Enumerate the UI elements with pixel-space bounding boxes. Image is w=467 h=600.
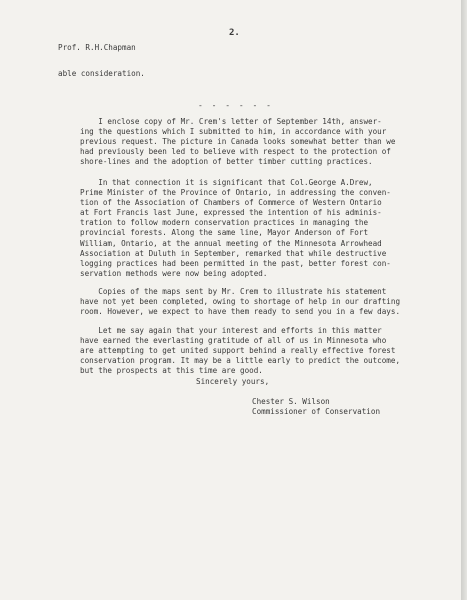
paragraph-line: room. However, we expect to have them ready to send you in a few days. <box>80 307 401 317</box>
paragraph-line: I enclose copy of Mr. Crem's letter of September 14th, answer- <box>80 117 382 126</box>
paragraph-line: have earned the everlasting gratitude of all of us in Minnesota who <box>80 336 387 346</box>
paragraph-1 <box>80 117 395 167</box>
page-number: 2. <box>229 28 240 38</box>
paragraph-line: Association at Duluth in September, remarked that while destructive <box>80 248 387 258</box>
paragraph-line: provincial forests. Along the same line, Mayor Anderson of Fort <box>80 228 369 238</box>
signature-title: Commissioner of Conservation <box>252 407 381 416</box>
paragraph-line: tration to follow modern conservation practices in managing the <box>80 218 369 228</box>
paragraph-line: at Fort Francis last June, expressed the intention of his adminis- <box>80 208 382 218</box>
opening-line: able consideration. <box>58 69 145 78</box>
paragraph-line: William, Ontario, at the annual meeting of the Minnesota Arrowhead <box>80 238 382 248</box>
paragraph-line: In that connection it is significant that Col.George A.Drew, <box>80 178 373 187</box>
paragraph-line: ing the questions which I submitted to him, in accordance with your <box>80 127 387 137</box>
closing-line: Sincerely yours, <box>196 377 270 386</box>
paragraph-line: Prime Minister of the Province of Ontario, in addressing the conven- <box>80 188 391 198</box>
paragraph-line: previous request. The picture in Canada looks somewhat better than we <box>80 137 396 147</box>
paragraph-4 <box>80 326 400 376</box>
paragraph-3 <box>80 287 400 317</box>
section-divider: - - - - - - <box>198 101 273 110</box>
paragraph-line: are attempting to get united support behind a really effective forest <box>80 346 396 356</box>
addressee-line: Prof. R.H.Chapman <box>58 43 136 52</box>
paragraph-line: conservation program. It may be a little early to predict the outcome, <box>80 356 401 366</box>
paragraph-line: have not yet been completed, owing to shortage of help in our drafting <box>80 297 401 307</box>
paragraph-line: Copies of the maps sent by Mr. Crem to illustrate his statement <box>80 287 387 296</box>
paragraph-line: had previously been led to believe with respect to the protection of <box>80 147 391 157</box>
paragraph-line: servation methods were now being adopted. <box>80 268 268 278</box>
paragraph-line: shore-lines and the adoption of better timber cutting practices. <box>80 157 373 167</box>
paragraph-line: but the prospects at this time are good. <box>80 366 263 376</box>
page-edge <box>461 0 467 600</box>
paragraph-2 <box>80 178 391 279</box>
paragraph-line: tion of the Association of Chambers of Commerce of Western Ontario <box>80 198 382 208</box>
signature-name: Chester S. Wilson <box>252 397 330 406</box>
paragraph-line: Let me say again that your interest and efforts in this matter <box>80 326 382 335</box>
paragraph-line: logging practices had been permitted in the past, better forest con- <box>80 258 391 268</box>
